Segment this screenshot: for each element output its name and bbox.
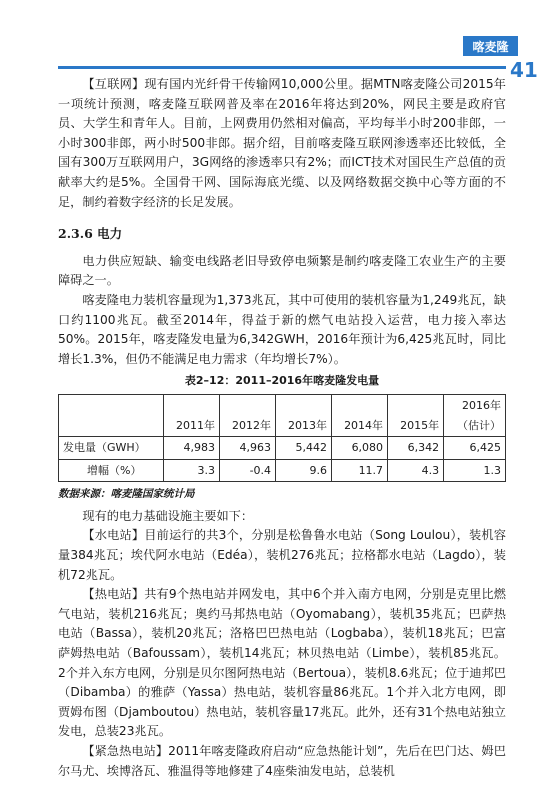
table-header-cell: 2013年 <box>276 394 332 436</box>
row-label: 增幅（%） <box>59 459 164 482</box>
table-row <box>59 459 506 482</box>
table-cell: 11.7 <box>332 459 388 482</box>
section-heading-electricity: 2.3.6 电力 <box>58 226 123 242</box>
table-cell: 9.6 <box>276 459 332 482</box>
table-header-cell: 2014年 <box>332 394 388 436</box>
header-2016-line1: 2016年 <box>462 398 501 412</box>
table-cell: 4.3 <box>388 459 444 482</box>
table-title: 表2–12：2011–2016年喀麦隆发电量 <box>184 374 380 388</box>
table-source: 数据来源：喀麦隆国家统计局 <box>58 488 195 501</box>
row-label: 发电量（GWH） <box>59 437 164 460</box>
paragraph-infrastructure-intro: 现有的电力基础设施主要如下： <box>82 508 254 523</box>
table-cell: 5,442 <box>276 437 332 460</box>
header-2016-line2: （估计） <box>457 418 501 432</box>
table-header-cell: 2012年 <box>220 394 276 436</box>
table-cell: 6,080 <box>332 437 388 460</box>
table-cell: 6,342 <box>388 437 444 460</box>
table-cell: 1.3 <box>444 459 506 482</box>
country-header-tab: 喀麦隆 <box>463 36 518 56</box>
table-cell: -0.4 <box>220 459 276 482</box>
paragraph-power-intro: 电力供应短缺、输变电线路老旧导致停电频繁是制约喀麦隆工农业生产的主要障碍之一。 <box>58 253 506 288</box>
generation-table <box>58 394 506 482</box>
header-rule <box>58 66 506 69</box>
page-content <box>58 75 506 781</box>
paragraph-power-capacity: 喀麦隆电力装机容量现为1,373兆瓦，其中可使用的装机容量为1,249兆瓦，缺口约1100兆瓦。截至2014年，得益于新的燃气电站投入运营，电力接入率达50%。2015年，喀麦隆发电量为6,342GWH，2016年预计为6,425兆瓦时，同比增长1.3%，但仍不能满足电力需求（年均增长7%）。 <box>58 292 506 366</box>
table-header-cell-2016 <box>444 394 506 436</box>
table-cell: 3.3 <box>164 459 220 482</box>
paragraph-internet: 【互联网】现有国内光纤骨干传输网10,000公里。据MTN喀麦隆公司2015年一项统计预测，喀麦隆互联网普及率在2016年将达到20%，网民主要是政府官员、大学生和青年人。目前，上网费用仍然相对偏高，平均每半小时200非郎，一小时300非郎，两小时500非郎。据介绍，目前喀麦隆互联网渗透率还比较低，全国有300万互联网用户，3G网络的渗透率只有2%；而ICT技术对国民生产总值的贡献率大约是5%。全国骨干网、国际海底光缆、以及网络数据交换中心等方面的不足，制约着数字经济的长足发展。 <box>58 77 506 209</box>
table-row <box>59 437 506 460</box>
table-header-row <box>59 394 506 436</box>
paragraph-thermal: 【热电站】共有9个热电站并网发电，其中6个并入南方电网，分别是克里比燃气电站，装机216兆瓦；奥约马邦热电站（Oyomabang），装机35兆瓦；巴萨热电站（Bassa），装机20兆瓦；洛格巴巴热电站（Logbaba），装机18兆瓦；巴富萨姆热电站（Bafoussam），装机14兆瓦；林贝热电站（Limbe），装机85兆瓦。2个并入东方电网，分别是贝尔图阿热电站（Bertoua），装机8.6兆瓦；位于迪邦巴（Dibamba）的雅萨（Yassa）热电站，装机容量86兆瓦。1个并入北方电网，即贾姆布图（Djamboutou）热电站，装机容量17兆瓦。此外，还有31个热电站独立发电，总装23兆瓦。 <box>58 587 506 739</box>
table-cell: 4,983 <box>164 437 220 460</box>
table-header-cell: 2011年 <box>164 394 220 436</box>
table-header-cell: 2015年 <box>388 394 444 436</box>
table-cell: 4,963 <box>220 437 276 460</box>
table-cell: 6,425 <box>444 437 506 460</box>
paragraph-hydro: 【水电站】目前运行的共3个，分别是松鲁鲁水电站（Song Loulou），装机容量384兆瓦；埃代阿水电站（Edéa），装机276兆瓦；拉格都水电站（Lagdo），装机72兆瓦。 <box>58 528 506 582</box>
paragraph-emergency-thermal: 【紧急热电站】2011年喀麦隆政府启动“应急热能计划”，先后在巴门达、姆巴尔马尤、埃博洛瓦、雅温得等地修建了4座柴油发电站，总装机 <box>58 744 506 778</box>
table-header-cell <box>59 394 164 436</box>
page-number: 41 <box>510 58 538 82</box>
